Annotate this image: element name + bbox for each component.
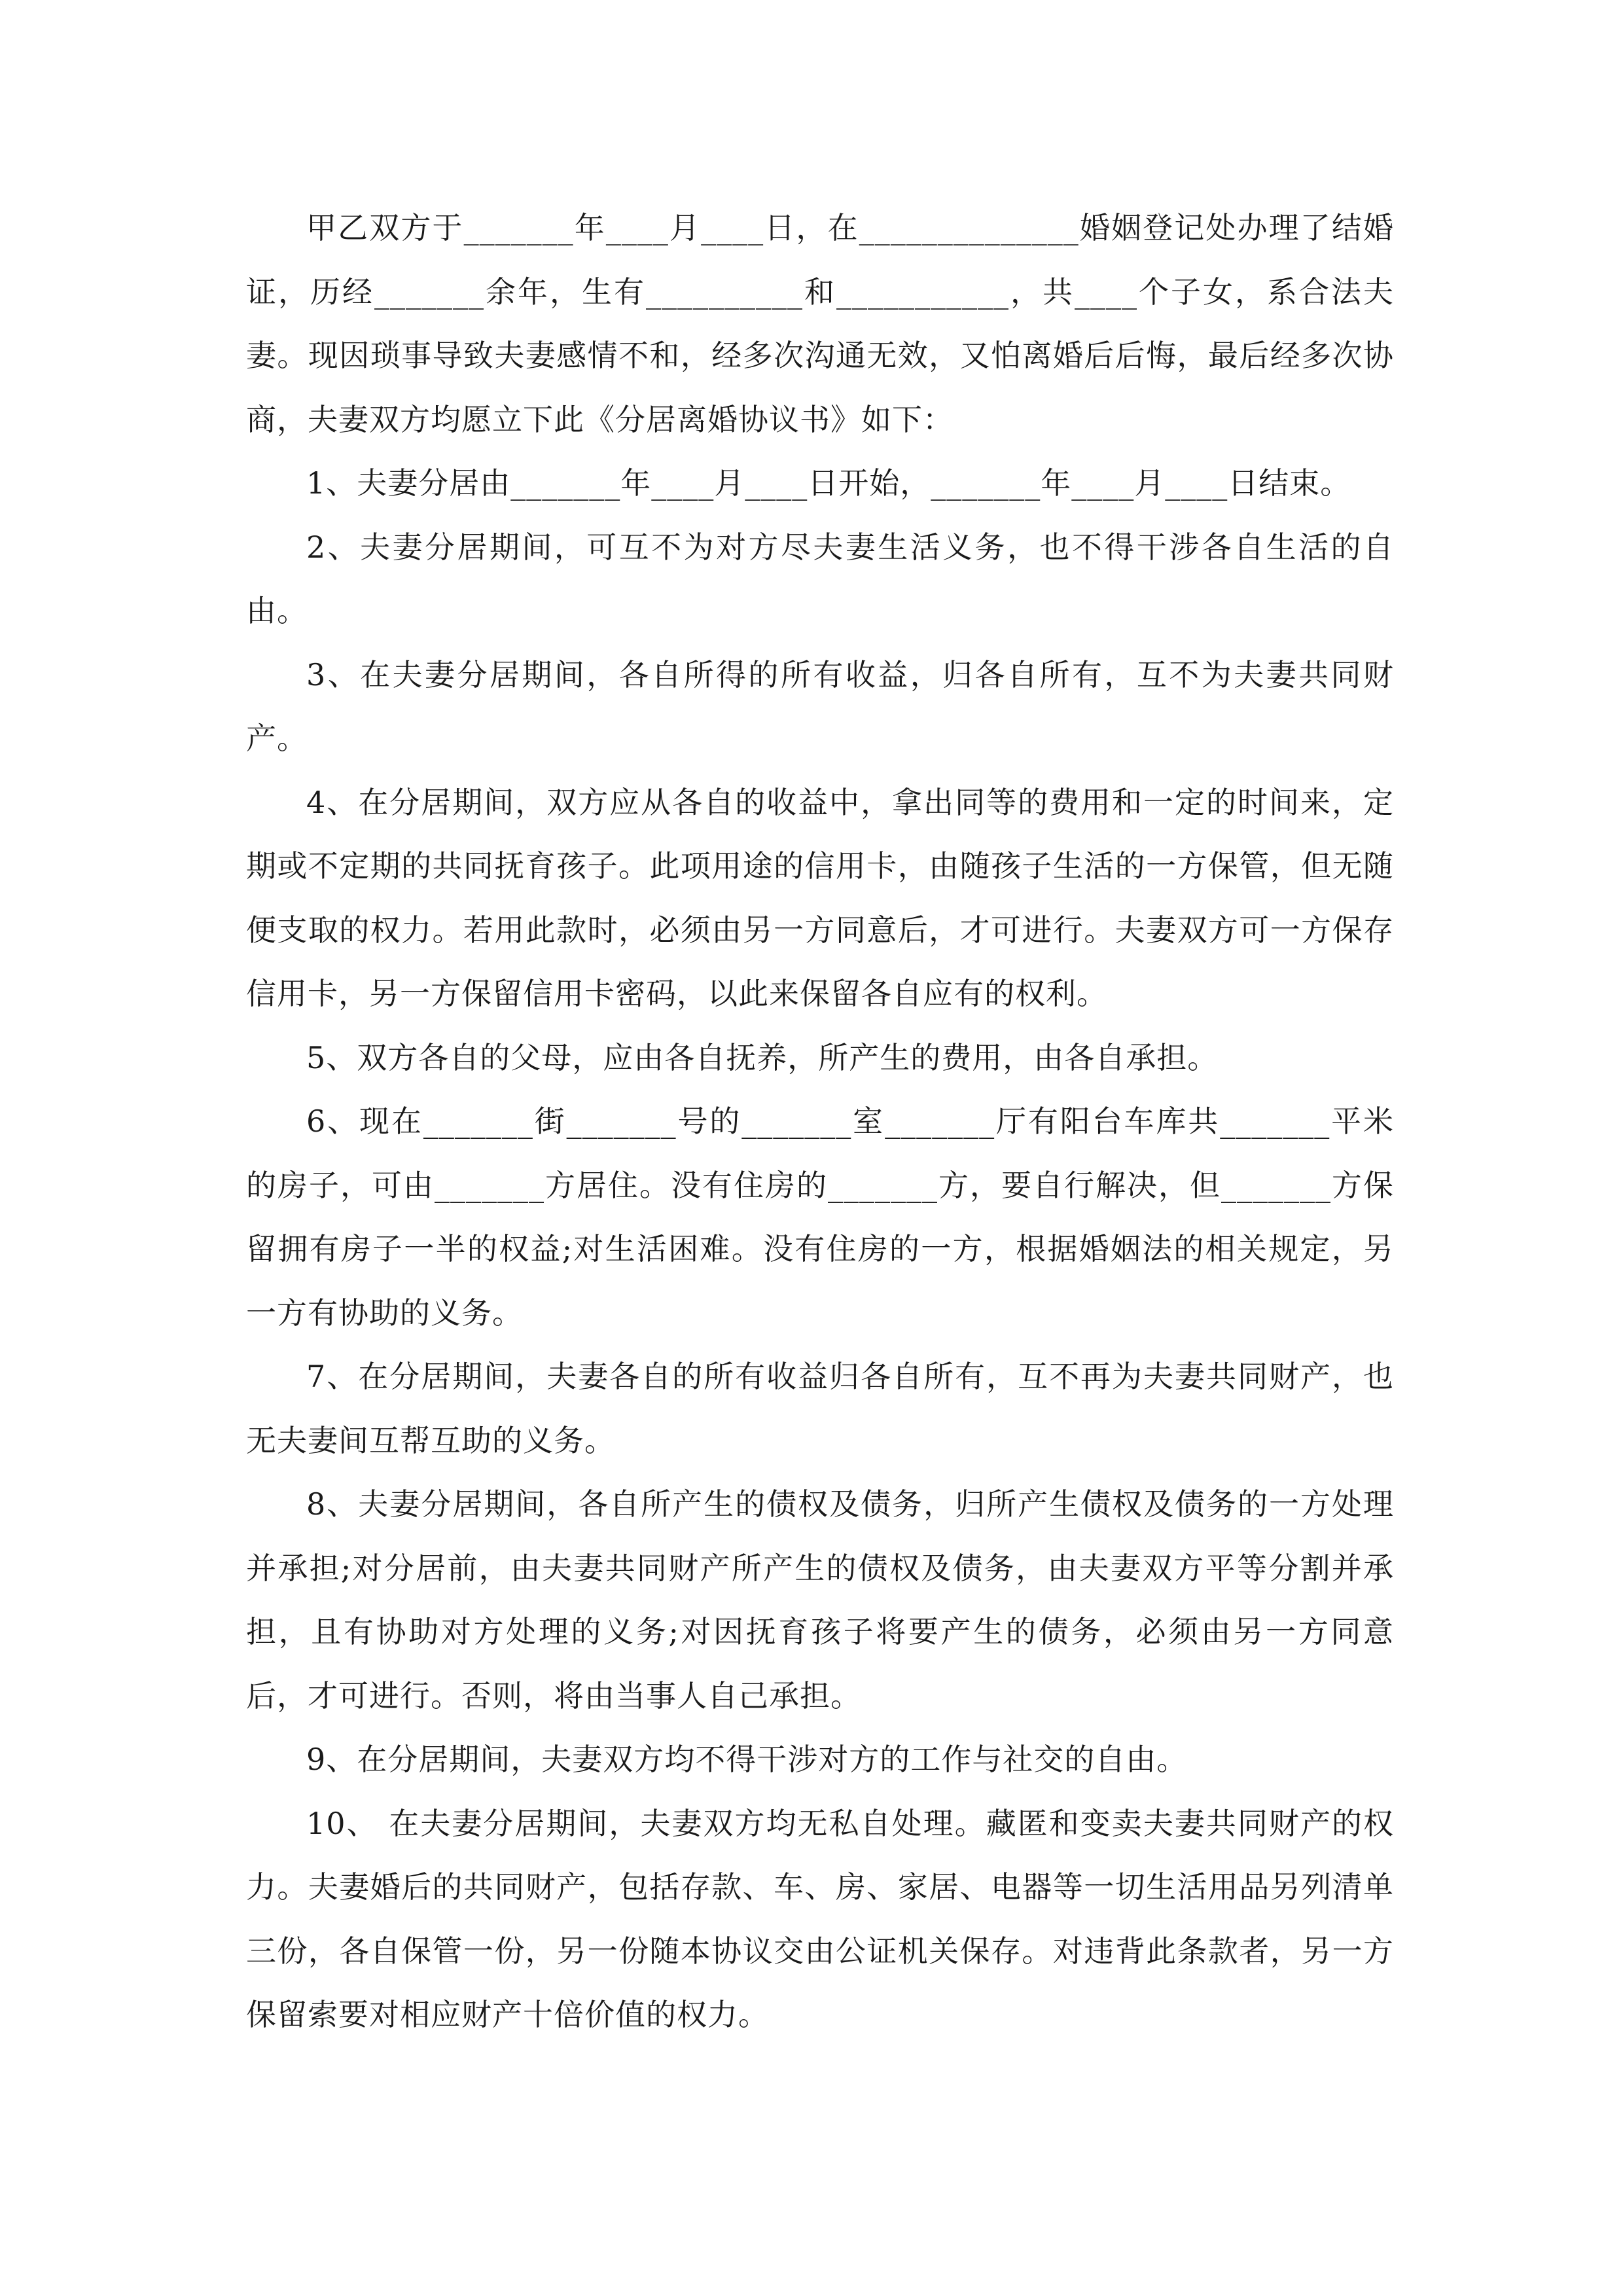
preamble-paragraph: 甲乙双方于_______年____月____日，在______________婚姻登记处办理了结婚证，历经_______余年，生有__________和___________，共____个子女，系合法夫妻。现因琐事导致夫妻感情不和，经多次沟通无效，又怕离婚后后悔，最后经多次协商，夫妻双方均愿立下此《分居离婚协议书》如下： bbox=[246, 210, 1394, 437]
clause-3: 3、在夫妻分居期间，各自所得的所有收益，归各自所有，互不为夫妻共同财产。 bbox=[246, 656, 1394, 756]
clause-5: 5、双方各自的父母，应由各自抚养，所产生的费用，由各自承担。 bbox=[306, 1039, 1219, 1075]
clause-10: 10、 在夫妻分居期间，夫妻双方均无私自处理。藏匿和变卖夫妻共同财产的权力。夫妻婚后的共同财产，包括存款、车、房、家居、电器等一切生活用品另列清单三份，各自保管一份，另一份随本协议交由公证机关保存。对违背此条款者，另一方保留索要对相应财产十倍价值的权力。 bbox=[246, 1805, 1394, 2032]
document-page bbox=[246, 196, 1394, 2047]
clause-4: 4、在分居期间，双方应从各自的收益中，拿出同等的费用和一定的时间来，定期或不定期的共同抚育孩子。此项用途的信用卡，由随孩子生活的一方保管，但无随便支取的权力。若用此款时，必须由另一方同意后，才可进行。夫妻双方可一方保存信用卡，另一方保留信用卡密码，以此来保留各自应有的权利。 bbox=[246, 784, 1394, 1011]
clause-7: 7、在分居期间，夫妻各自的所有收益归各自所有，互不再为夫妻共同财产，也无夫妻间互帮互助的义务。 bbox=[246, 1359, 1394, 1458]
clause-9: 9、在分居期间，夫妻双方均不得干涉对方的工作与社交的自由。 bbox=[306, 1742, 1188, 1777]
clause-8: 8、夫妻分居期间，各自所产生的债权及债务，归所产生债权及债务的一方处理并承担;对分居前，由夫妻共同财产所产生的债权及债务，由夫妻双方平等分割并承担，且有协助对方处理的义务;对因抚育孩子将要产生的债务，必须由另一方同意后，才可进行。否则，将由当事人自己承担。 bbox=[246, 1486, 1394, 1713]
clause-6: 6、现在_______街_______号的_______室_______厅有阳台车库共_______平米的房子，可由_______方居住。没有住房的_______方，要自行解决，但_______方保留拥有房子一半的权益;对生活困难。没有住房的一方，根据婚姻法的相关规定，另一方有协助的义务。 bbox=[246, 1103, 1394, 1331]
clause-2: 2、夫妻分居期间，可互不为对方尽夫妻生活义务，也不得干涉各自生活的自由。 bbox=[246, 529, 1394, 628]
clause-1: 1、夫妻分居由_______年____月____日开始，_______年____月____日结束。 bbox=[306, 465, 1351, 501]
